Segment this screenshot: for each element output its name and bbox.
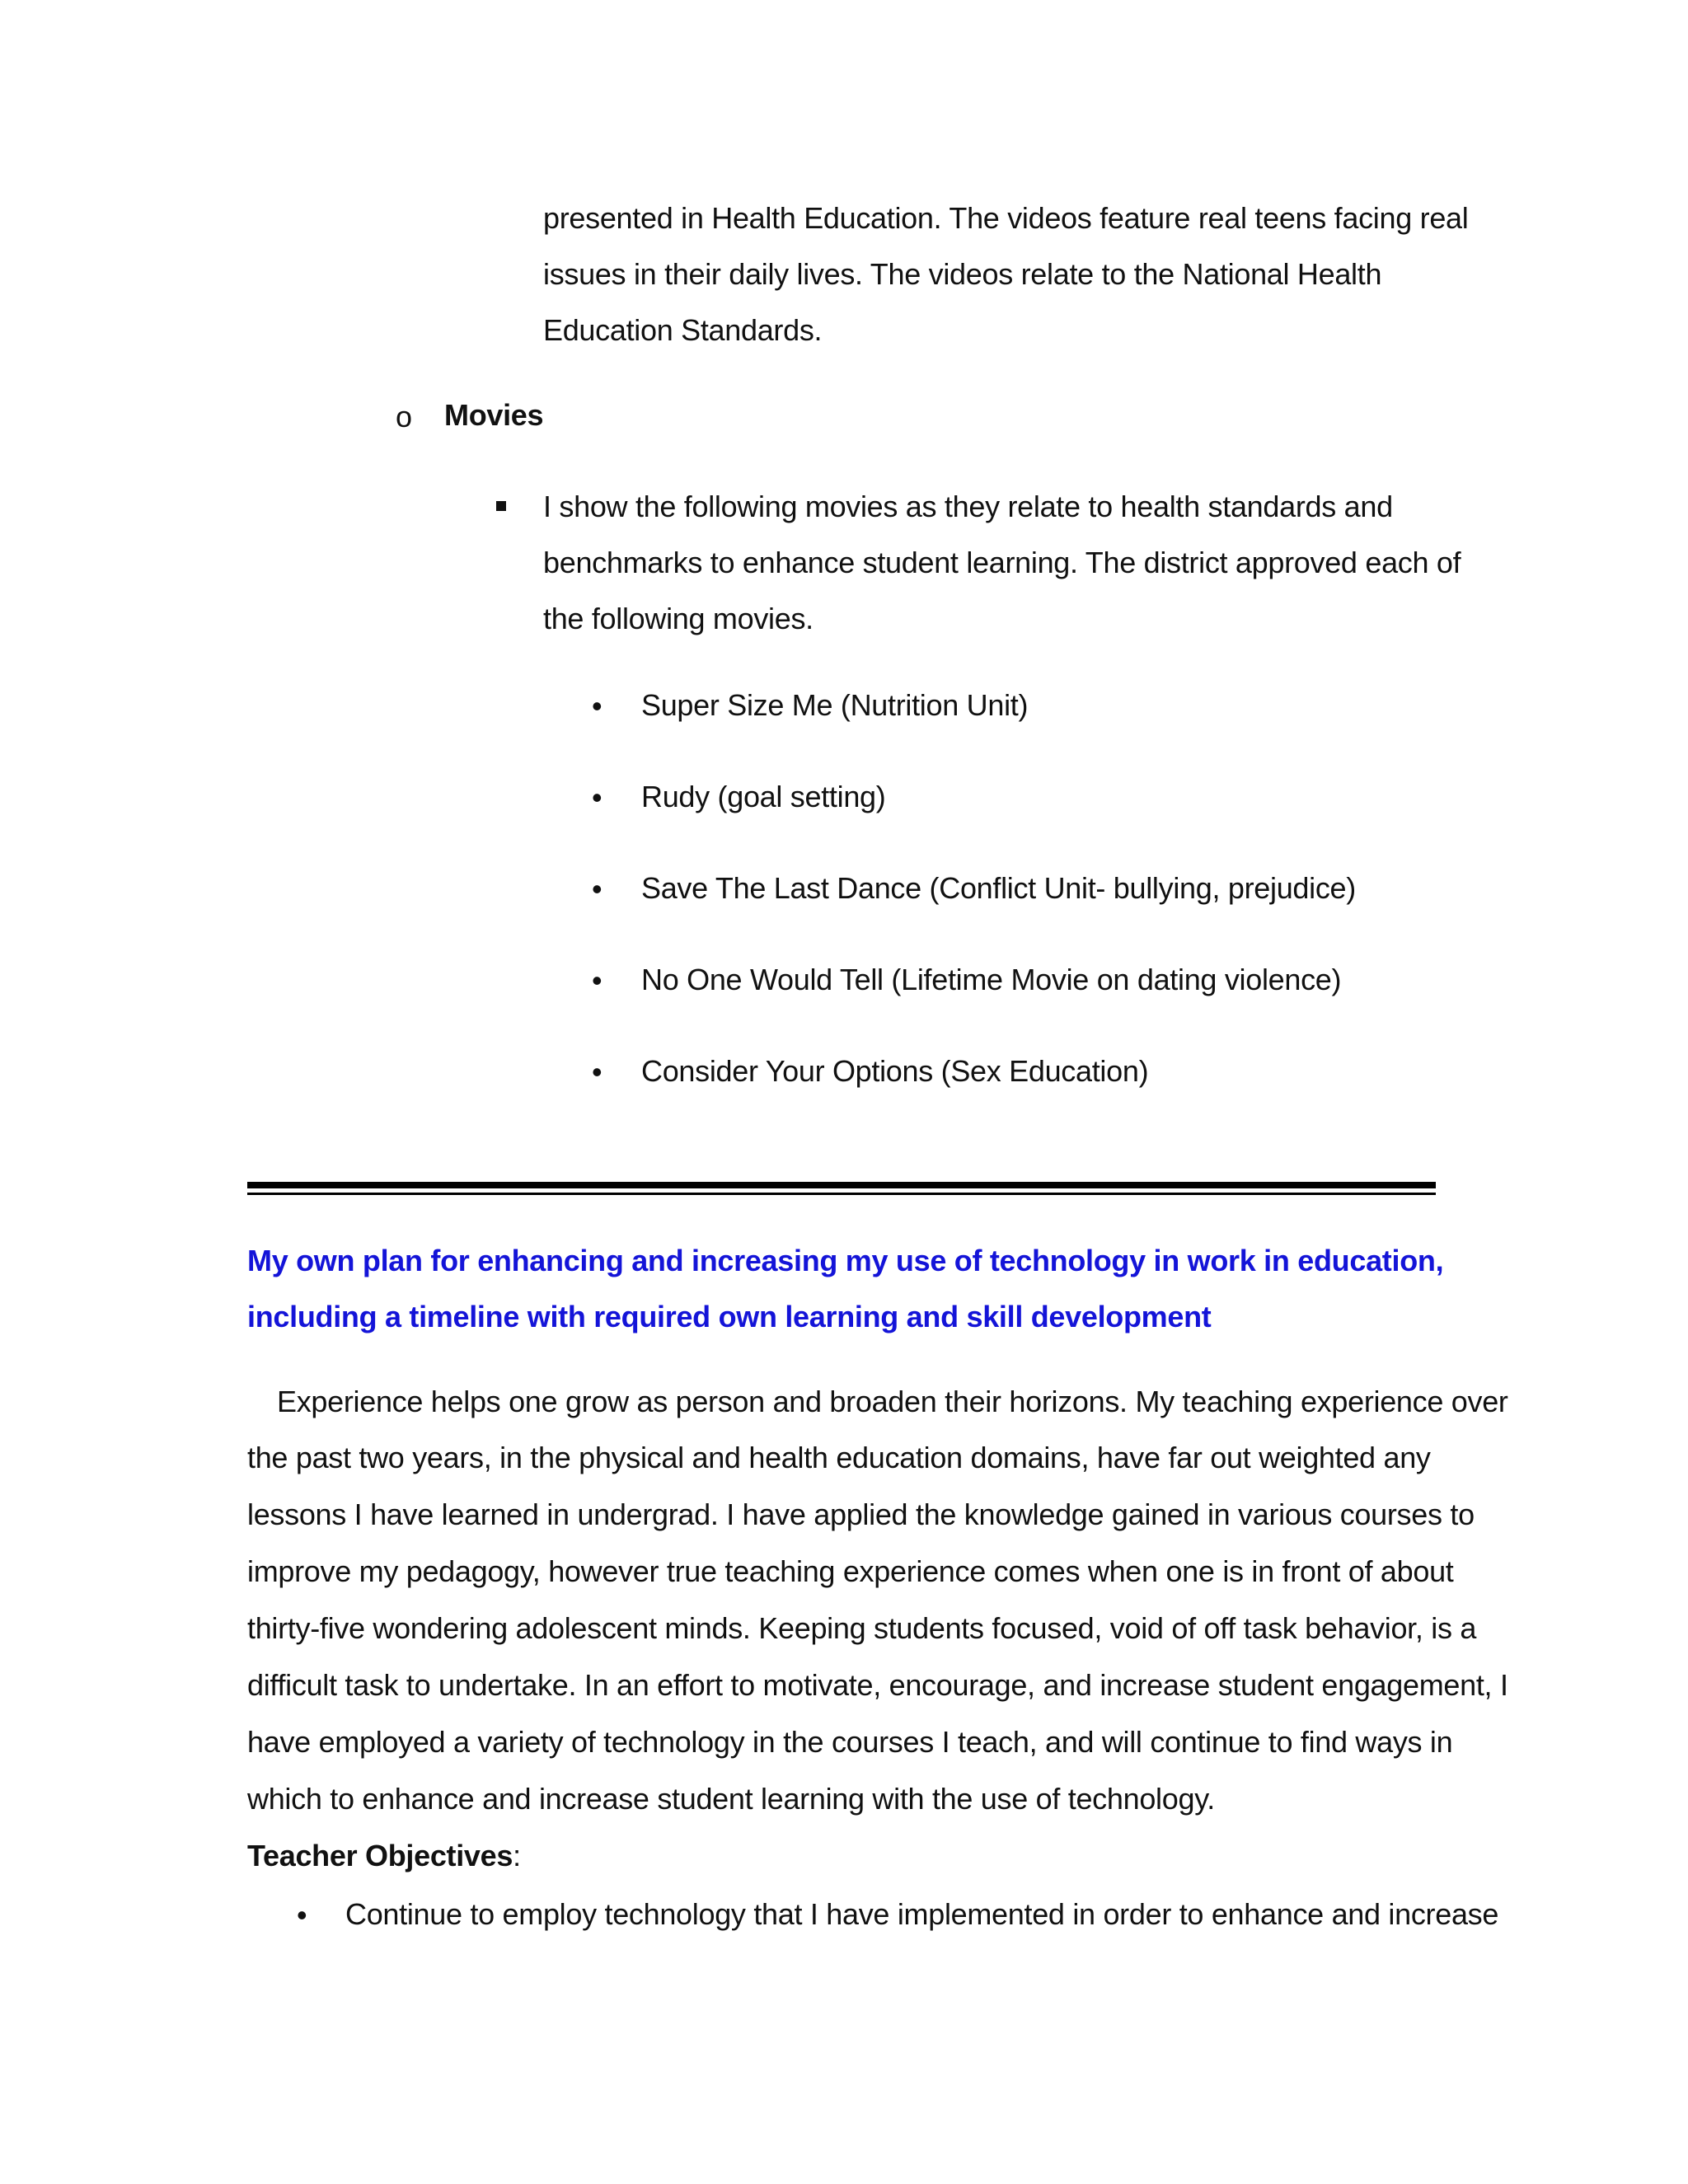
movie-item: Super Size Me (Nutrition Unit)	[641, 688, 1029, 722]
movie-item: Save The Last Dance (Conflict Unit- bullying, prejudice)	[641, 871, 1356, 905]
body-line: lessons I have learned in undergrad. I have applied the knowledge gained in various courses to	[247, 1497, 1475, 1531]
bullet-icon: •	[592, 780, 603, 814]
movie-item: Consider Your Options (Sex Education)	[641, 1054, 1149, 1088]
circle-bullet-icon: o	[396, 400, 413, 434]
objectives-heading	[247, 1838, 521, 1874]
section-divider-thick	[247, 1182, 1436, 1188]
intro-line: presented in Health Education. The videos feature real teens facing real	[543, 201, 1469, 235]
objectives-label: Teacher Objectives	[247, 1839, 513, 1872]
intro-line: Education Standards.	[543, 313, 823, 347]
body-line: have employed a variety of technology in the courses I teach, and will continue to find ways in	[247, 1725, 1453, 1759]
section-heading-line: including a timeline with required own learning and skill development	[247, 1300, 1212, 1333]
body-line: improve my pedagogy, however true teaching experience comes when one is in front of about	[247, 1554, 1454, 1588]
bullet-icon: •	[592, 689, 603, 723]
objectives-colon: :	[513, 1839, 521, 1872]
movies-intro-line: the following movies.	[543, 602, 814, 635]
bullet-icon: •	[592, 872, 603, 906]
bullet-icon: •	[297, 1898, 307, 1932]
movie-item: Rudy (goal setting)	[641, 780, 886, 813]
objective-item: Continue to employ technology that I have implemented in order to enhance and increase	[345, 1897, 1499, 1931]
bullet-icon: •	[592, 1055, 603, 1089]
intro-line: issues in their daily lives. The videos relate to the National Health	[543, 257, 1382, 291]
body-line: which to enhance and increase student learning with the use of technology.	[247, 1782, 1215, 1816]
movies-heading: Movies	[444, 398, 544, 432]
movies-intro-line: I show the following movies as they relate to health standards and	[543, 490, 1393, 523]
body-line: Experience helps one grow as person and broaden their horizons. My teaching experience over	[277, 1385, 1508, 1418]
body-line: difficult task to undertake. In an effort to motivate, encourage, and increase student engagement, I	[247, 1668, 1508, 1702]
section-heading-line: My own plan for enhancing and increasing my use of technology in work in education,	[247, 1244, 1444, 1277]
body-line: thirty-five wondering adolescent minds. Keeping students focused, void of off task behavior, is a	[247, 1611, 1477, 1645]
movie-item: No One Would Tell (Lifetime Movie on dating violence)	[641, 963, 1342, 996]
bullet-icon: •	[592, 963, 603, 997]
square-bullet-icon	[496, 501, 506, 511]
movies-intro-line: benchmarks to enhance student learning. The district approved each of	[543, 546, 1461, 579]
section-divider-thin	[247, 1193, 1436, 1195]
body-line: the past two years, in the physical and health education domains, have far out weighted any	[247, 1441, 1431, 1474]
